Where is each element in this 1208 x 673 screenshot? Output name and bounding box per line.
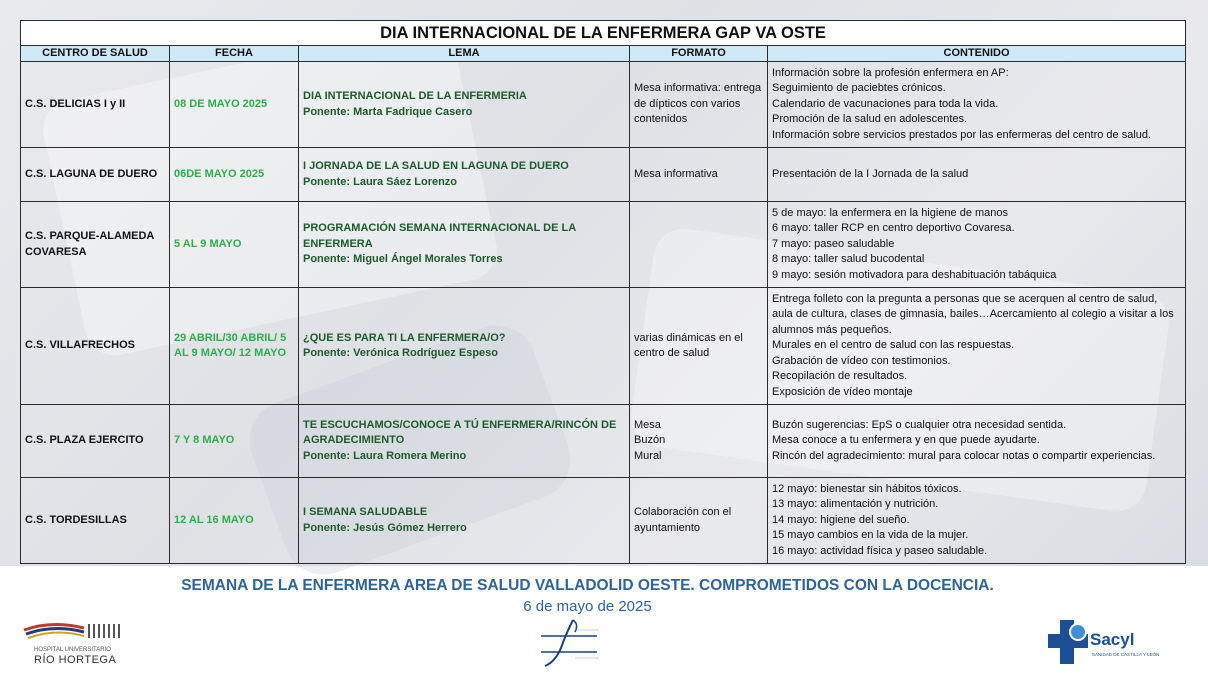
centro-cell: C.S. PARQUE-ALAMEDA COVARESA (21, 202, 170, 288)
contenido-cell (768, 405, 1186, 478)
formato-line: Mesa (634, 418, 661, 431)
contenido-cell (768, 62, 1186, 148)
association-logo (535, 618, 605, 668)
contenido-line: Mesa conoce a tu enfermera y en que puede ayudarte. (772, 434, 1040, 447)
lema-title: TE ESCUCHAMOS/CONOCE A TÚ ENFERMERA/RINCÓN DE AGRADECIMIENTO (303, 418, 617, 447)
schedule-table (20, 20, 1186, 564)
contenido-line: Exposición de vídeo montaje (772, 385, 913, 398)
table-row (21, 478, 1186, 564)
footer-title: SEMANA DE LA ENFERMERA AREA DE SALUD VALLADOLID OESTE. COMPROMETIDOS CON LA DOCENCIA. (181, 577, 994, 594)
hospital-logo (22, 618, 132, 668)
contenido-line: Entrega folleto con la pregunta a personas que se acerquen al centro de salud, aula de cultura, clases de gimnasia, bailes…Acercamiento al colegio a visitar a los alumnos más pequeños. (772, 292, 1174, 336)
ponente: Ponente: Laura Sáez Lorenzo (303, 175, 458, 188)
sacyl-logo (1046, 618, 1160, 668)
contenido-line: 5 de mayo: la enfermera en la higiene de manos (772, 206, 1009, 219)
column-header: FORMATO (630, 46, 768, 62)
table-row (21, 202, 1186, 288)
contenido-line: 9 mayo: sesión motivadora para deshabituación tabáquica (772, 268, 1057, 281)
contenido-line: Información sobre servicios prestados por las enfermeras del centro de salud. (772, 128, 1152, 141)
column-header: LEMA (299, 46, 630, 62)
contenido-line: 8 mayo: taller salud bucodental (772, 253, 925, 266)
contenido-line: 6 mayo: taller RCP en centro deportivo Covaresa. (772, 222, 1015, 235)
column-header: CONTENIDO (768, 46, 1186, 62)
centro-cell: C.S. PLAZA EJERCITO (21, 405, 170, 478)
table-header-row (21, 46, 1186, 62)
lema-cell (299, 288, 630, 405)
ponente: Ponente: Verónica Rodríguez Espeso (303, 347, 498, 359)
contenido-line: Promoción de la salud en adolescentes. (772, 113, 968, 126)
lema-cell (299, 202, 630, 288)
centro-cell: C.S. VILLAFRECHOS (21, 288, 170, 405)
formato-cell: Mesa informativa: entrega de dípticos con varios contenidos (630, 62, 768, 148)
ponente: Ponente: Laura Romera Merino (303, 449, 467, 462)
formato-cell: Colaboración con el ayuntamiento (630, 478, 768, 564)
table-row (21, 288, 1186, 405)
hospital-logo-name: RÍO HORTEGA (34, 654, 117, 666)
ponente: Ponente: Miguel Ángel Morales Torres (303, 253, 503, 266)
hospital-logo-subtitle: HOSPITAL UNIVERSITARIO (34, 647, 111, 653)
column-header: FECHA (170, 46, 299, 62)
lema-title: I JORNADA DE LA SALUD EN LAGUNA DE DUERO (303, 160, 569, 172)
centro-cell: C.S. LAGUNA DE DUERO (21, 148, 170, 202)
sacyl-logo-subtitle: SANIDAD DE CASTILLA Y LEÓN (1092, 652, 1160, 657)
table-title: DIA INTERNACIONAL DE LA ENFERMERA GAP VA OSTE (21, 21, 1186, 46)
formato-line: Mural (634, 449, 662, 462)
lema-cell (299, 478, 630, 564)
fecha-cell: 08 DE MAYO 2025 (170, 62, 299, 148)
fecha-cell: 29 ABRIL/30 ABRIL/ 5 AL 9 MAYO/ 12 MAYO (170, 288, 299, 405)
hospital-logo-icon (22, 618, 132, 648)
lema-title: PROGRAMACIÓN SEMANA INTERNACIONAL DE LA ENFERMERA (303, 222, 576, 250)
fecha-cell: 06DE MAYO 2025 (170, 148, 299, 202)
formato-line: Buzón (634, 434, 666, 447)
centro-cell: C.S. TORDESILLAS (21, 478, 170, 564)
lema-title: DIA INTERNACIONAL DE LA ENFERMERIA (303, 90, 527, 102)
contenido-line: Recopilación de resultados. (772, 370, 908, 383)
sacyl-logo-name: Sacyl (1090, 630, 1135, 649)
footer-date: 6 de mayo de 2025 (523, 598, 652, 615)
sacyl-cross-icon (1046, 618, 1090, 668)
contenido-line: Presentación de la I Jornada de la salud (772, 167, 969, 180)
contenido-line: Grabación de vídeo con testimonios. (772, 354, 951, 367)
column-header: CENTRO DE SALUD (21, 46, 170, 62)
lema-title: I SEMANA SALUDABLE (303, 506, 428, 518)
contenido-line: Calendario de vacunaciones para toda la vida. (772, 97, 999, 110)
association-logo-icon (535, 618, 605, 668)
table-row (21, 148, 1186, 202)
contenido-cell (768, 478, 1186, 564)
contenido-cell (768, 288, 1186, 405)
contenido-cell (768, 202, 1186, 288)
contenido-line: 12 mayo: bienestar sin hábitos tóxicos. (772, 482, 962, 495)
contenido-line: 15 mayo cambios en la vida de la mujer. (772, 529, 969, 542)
formato-cell (630, 405, 768, 478)
fecha-cell: 5 AL 9 MAYO (170, 202, 299, 288)
centro-cell: C.S. DELICIAS I y II (21, 62, 170, 148)
contenido-line: 7 mayo: paseo saludable (772, 237, 895, 250)
fecha-cell: 7 Y 8 MAYO (170, 405, 299, 478)
formato-cell: varias dinámicas en el centro de salud (630, 288, 768, 405)
contenido-line: Seguimiento de paciebtes crónicos. (772, 82, 946, 95)
lema-title: ¿QUE ES PARA TI LA ENFERMERA/O? (303, 331, 506, 344)
contenido-cell (768, 148, 1186, 202)
contenido-line: 13 mayo: alimentación y nutrición. (772, 498, 939, 511)
table-row (21, 405, 1186, 478)
lema-cell (299, 405, 630, 478)
lema-cell (299, 148, 630, 202)
ponente: Ponente: Jesús Gómez Herrero (303, 521, 467, 534)
contenido-line: Rincón del agradecimiento: mural para colocar notas o compartir experiencias. (772, 449, 1156, 462)
table-row (21, 62, 1186, 148)
contenido-line: Información sobre la profesión enfermera en AP: (772, 66, 1009, 79)
formato-cell: Mesa informativa (630, 148, 768, 202)
fecha-cell: 12 AL 16 MAYO (170, 478, 299, 564)
contenido-line: 14 mayo: higiene del sueño. (772, 513, 910, 526)
contenido-line: 16 mayo: actividad física y paseo saludable. (772, 544, 988, 557)
contenido-line: Buzón sugerencias: EpS o cualquier otra necesidad sentida. (772, 418, 1067, 431)
formato-cell (630, 202, 768, 288)
contenido-line: Murales en el centro de salud con las respuestas. (772, 339, 1015, 352)
ponente: Ponente: Marta Fadrique Casero (303, 105, 473, 118)
lema-cell (299, 62, 630, 148)
